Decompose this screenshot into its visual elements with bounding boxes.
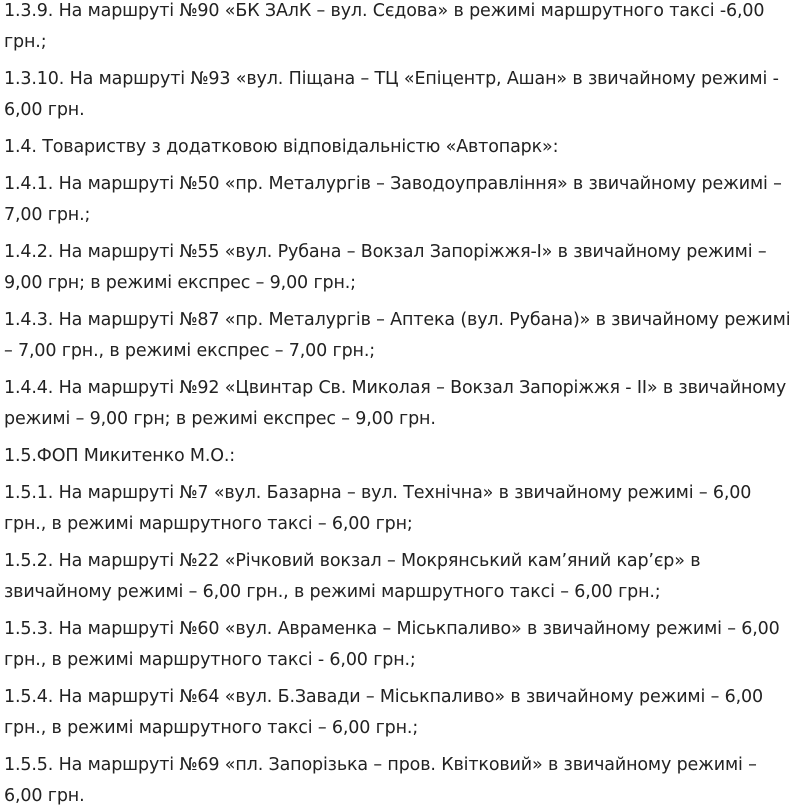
- paragraph-1-5-4: 1.5.4. На маршруті №64 «вул. Б.Завади – Міськпаливо» в звичайному режимі – 6,00 грн., в режимі маршрутного таксі – 6,00 грн.;: [4, 687, 763, 738]
- paragraph-1-4-1: 1.4.1. На маршруті №50 «пр. Металургів – Заводоуправління» в звичайному режимі – 7,00 грн.;: [4, 174, 782, 225]
- paragraph-1-3-10: 1.3.10. На маршруті №93 «вул. Піщана – ТЦ «Епіцентр, Ашан» в звичайному режимі - 6,00 грн.: [4, 69, 779, 120]
- paragraph-1-4: 1.4. Товариству з додатковою відповідальністю «Автопарк»:: [4, 137, 559, 157]
- paragraph-1-5-3: 1.5.3. На маршруті №60 «вул. Авраменка – Міськпаливо» в звичайному режимі – 6,00 грн., в режимі маршрутного таксі - 6,00 грн.;: [4, 619, 780, 670]
- paragraph-1-4-2: 1.4.2. На маршруті №55 «вул. Рубана – Вокзал Запоріжжя-І» в звичайному режимі – 9,00 грн; в режимі експрес – 9,00 грн.;: [4, 242, 767, 293]
- paragraph-1-4-4: 1.4.4. На маршруті №92 «Цвинтар Св. Миколая – Вокзал Запоріжжя - ІІ» в звичайному режимі – 9,00 грн; в режимі експрес – 9,00 грн.: [4, 378, 787, 429]
- paragraph-1-3-9: 1.3.9. На маршруті №90 «БК ЗАлК – вул. Сєдова» в режимі маршрутного таксі -6,00 грн.;: [4, 1, 765, 52]
- paragraph-1-4-3: 1.4.3. На маршруті №87 «пр. Металургів – Аптека (вул. Рубана)» в звичайному режимі – 7,00 грн., в режимі експрес – 7,00 грн.;: [4, 310, 791, 361]
- paragraph-1-5: 1.5.ФОП Микитенко М.О.:: [4, 446, 236, 466]
- paragraph-1-5-1: 1.5.1. На маршруті №7 «вул. Базарна – вул. Технічна» в звичайному режимі – 6,00 грн., в режимі маршрутного таксі – 6,00 грн;: [4, 483, 752, 534]
- paragraph-1-5-5: 1.5.5. На маршруті №69 «пл. Запорізька – пров. Квітковий» в звичайному режимі – 6,00 грн.: [4, 755, 757, 806]
- paragraph-1-5-2: 1.5.2. На маршруті №22 «Річковий вокзал – Мокрянський кам’яний кар’єр» в звичайному режимі – 6,00 грн., в режимі маршрутного таксі – 6,00 грн.;: [4, 551, 701, 602]
